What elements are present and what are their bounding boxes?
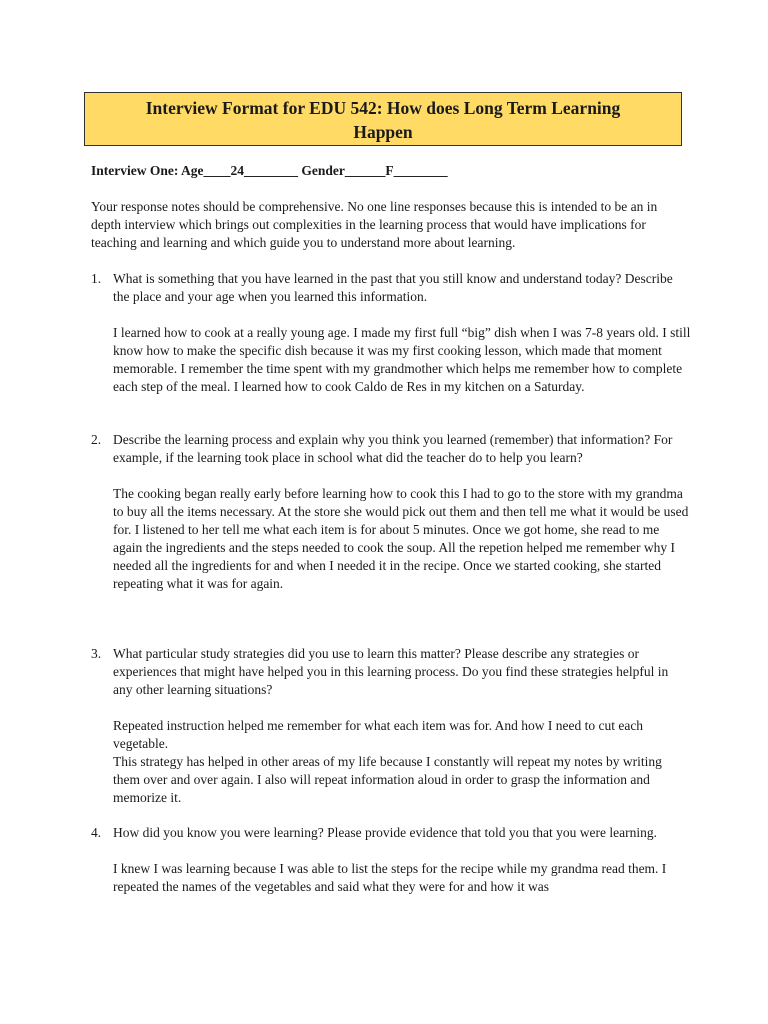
question-2	[91, 431, 691, 593]
document-title-box	[84, 92, 682, 146]
question-1-number: 1.	[91, 271, 102, 286]
question-3-number: 3.	[91, 646, 102, 661]
question-2-text: Describe the learning process and explain why you think you learned (remember) that information? For example, if the learning took place in school what did the teacher do to help you learn?	[113, 432, 673, 465]
question-1-answer: I learned how to cook at a really young age. I made my first full “big” dish when I was 7-8 years old. I still know how to make the specific dish because it was my first cooking lesson, which made that moment memorable. I remember the time spent with my grandmother which helps me remember how to complete each step of the meal. I learned how to cook Caldo de Res in my kitchen on a Saturday.	[113, 325, 691, 394]
question-1	[91, 270, 691, 396]
question-3-answer-line: This strategy has helped in other areas of my life because I constantly will repeat my notes by writing them over and over again. I also will repeat information aloud in order to grasp the information and memorize it.	[113, 754, 662, 805]
question-4	[91, 824, 691, 896]
question-3-answer-line: Repeated instruction helped me remember for what each item was for. And how I need to cut each vegetable.	[113, 718, 644, 751]
question-3-text: What particular study strategies did you use to learn this matter? Please describe any strategies or experiences that might have helped you in this learning process. Do you find these strategies helpful in any other learning situations?	[113, 646, 669, 697]
interview-meta-line: Interview One: Age____24________ Gender______F________	[91, 163, 448, 178]
document-title-line-1: Interview Format for EDU 542: How does Long Term Learning	[145, 98, 621, 118]
question-2-answer: The cooking began really early before learning how to cook this I had to go to the store with my grandma to buy all the items necessary. At the store she would pick out them and then tell me what it would be used for. I listened to her tell me what each item is for about 5 minutes. Once we got home, she read to me again the ingredients and the steps needed to cook the soup. All the repetion helped me remember why I needed all the ingredients for and when I needed it in the recipe. Once we started cooking, she started repeating what it was for again.	[113, 486, 689, 591]
question-4-text: How did you know you were learning? Please provide evidence that told you that you were learning.	[113, 825, 657, 840]
question-1-text: What is something that you have learned in the past that you still know and understand today? Describe the place and your age when you learned this information.	[113, 271, 673, 304]
question-2-number: 2.	[91, 432, 102, 447]
question-3	[91, 645, 691, 807]
question-4-number: 4.	[91, 825, 102, 840]
question-4-answer: I knew I was learning because I was able to list the steps for the recipe while my grandma read them. I repeated the names of the vegetables and said what they were for and how it was	[113, 861, 667, 894]
question-3-answer	[113, 717, 691, 807]
intro-paragraph: Your response notes should be comprehensive. No one line responses because this is intended to be an in depth interview which brings out complexities in the learning process that would have implications for teaching and learning and which guide you to understand more about learning.	[91, 199, 658, 250]
document-title-line-2: Happen	[353, 122, 413, 142]
